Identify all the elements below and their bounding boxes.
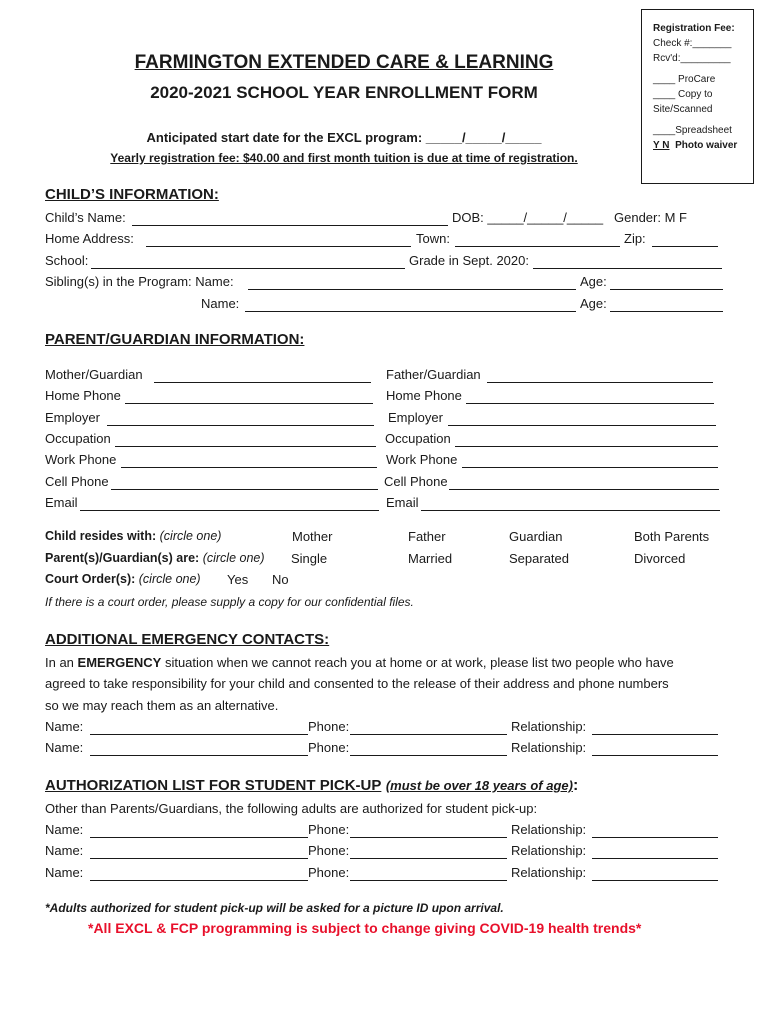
- emergency-phone-label-1: Phone:: [308, 719, 350, 734]
- pickup-relationship-field-2[interactable]: [592, 858, 718, 859]
- pickup-name-field-1[interactable]: [90, 837, 308, 838]
- emergency-instructions-line1: [45, 655, 674, 670]
- status-circle-note: (circle one): [202, 551, 265, 565]
- sibling-name-field-2[interactable]: [245, 311, 576, 312]
- sibling-name-label-2: Name:: [201, 296, 240, 311]
- resides-option-both[interactable]: Both Parents: [634, 529, 710, 544]
- court-option-no[interactable]: No: [272, 572, 289, 587]
- child-name-label: Child’s Name:: [45, 210, 126, 225]
- status-option-separated[interactable]: Separated: [509, 551, 569, 566]
- resides-circle-note: (circle one): [159, 529, 222, 543]
- pickup-heading: [45, 777, 578, 795]
- pickup-phone-field-3[interactable]: [350, 880, 507, 881]
- resides-option-father[interactable]: Father: [408, 529, 446, 544]
- father-home-phone-label: Home Phone: [386, 388, 462, 403]
- resides-label: Child resides with:: [45, 529, 157, 543]
- emergency-line1-start: In an: [45, 655, 78, 670]
- pickup-name-field-2[interactable]: [90, 858, 308, 859]
- sibling-name-label: Sibling(s) in the Program: Name:: [45, 274, 234, 289]
- pickup-name-field-3[interactable]: [90, 880, 308, 881]
- emergency-line1-end: situation when we cannot reach you at home or at work, please list two people who have: [161, 655, 674, 670]
- emergency-keyword: EMERGENCY: [77, 655, 162, 670]
- pickup-phone-field-2[interactable]: [350, 858, 507, 859]
- mother-employer-label: Employer: [45, 410, 100, 425]
- pickup-phone-label-3: Phone:: [308, 865, 350, 880]
- form-title: FARMINGTON EXTENDED CARE & LEARNING: [134, 52, 554, 73]
- father-home-phone-field[interactable]: [466, 403, 714, 404]
- mother-email-label: Email: [45, 495, 78, 510]
- town-field[interactable]: [455, 246, 620, 247]
- father-email-label: Email: [386, 495, 419, 510]
- resides-option-guardian[interactable]: Guardian: [509, 529, 563, 544]
- mother-cell-phone-label: Cell Phone: [45, 474, 109, 489]
- mother-field[interactable]: [154, 382, 371, 383]
- father-occupation-field[interactable]: [455, 446, 718, 447]
- mother-occupation-label: Occupation: [45, 431, 111, 446]
- father-work-phone-label: Work Phone: [386, 452, 458, 467]
- pickup-phone-label-2: Phone:: [308, 843, 350, 858]
- father-employer-field[interactable]: [448, 425, 716, 426]
- emergency-phone-field-1[interactable]: [350, 734, 507, 735]
- emergency-instructions-line3: so we may reach them as an alternative.: [45, 698, 279, 713]
- mother-home-phone-label: Home Phone: [45, 388, 121, 403]
- mother-work-phone-field[interactable]: [121, 467, 377, 468]
- sibling-name-field-1[interactable]: [248, 289, 576, 290]
- father-cell-phone-field[interactable]: [449, 489, 719, 490]
- pickup-relationship-label-2: Relationship:: [511, 843, 587, 858]
- pickup-relationship-field-3[interactable]: [592, 880, 718, 881]
- form-subtitle: 2020-2021 SCHOOL YEAR ENROLLMENT FORM: [150, 83, 538, 102]
- check-number-field: Check #:_______: [653, 38, 732, 49]
- school-field[interactable]: [91, 268, 405, 269]
- procare-field: ____ ProCare: [653, 74, 716, 85]
- court-circle-note: (circle one): [138, 572, 201, 586]
- school-label: School:: [45, 253, 89, 268]
- emergency-name-label-2: Name:: [45, 740, 84, 755]
- sibling-age-field-1[interactable]: [610, 289, 723, 290]
- town-label: Town:: [416, 231, 450, 246]
- mother-email-field[interactable]: [80, 510, 379, 511]
- court-order-note: If there is a court order, please supply a copy for our confidential files.: [45, 595, 414, 609]
- registration-fee-label: Registration Fee:: [653, 23, 735, 34]
- court-option-yes[interactable]: Yes: [227, 572, 249, 587]
- sibling-age-field-2[interactable]: [610, 311, 723, 312]
- zip-label: Zip:: [624, 231, 646, 246]
- mother-employer-field[interactable]: [107, 425, 374, 426]
- emergency-instructions-line2: agreed to take responsibility for your child and consented to the release of their address and phone numbers: [45, 676, 669, 691]
- parent-info-heading: PARENT/GUARDIAN INFORMATION:: [45, 331, 305, 348]
- home-address-field[interactable]: [146, 246, 411, 247]
- father-employer-label: Employer: [388, 410, 443, 425]
- emergency-name-field-2[interactable]: [90, 755, 308, 756]
- father-work-phone-field[interactable]: [462, 467, 718, 468]
- office-use-box: [641, 9, 754, 184]
- copy-to-field: ____ Copy to: [653, 89, 713, 100]
- status-option-divorced[interactable]: Divorced: [634, 551, 686, 566]
- home-address-label: Home Address:: [45, 231, 134, 246]
- pickup-heading-colon: :: [572, 777, 579, 794]
- sibling-age-label-2: Age:: [580, 296, 607, 311]
- emergency-relationship-field-1[interactable]: [592, 734, 718, 735]
- pickup-relationship-label-3: Relationship:: [511, 865, 587, 880]
- mother-work-phone-label: Work Phone: [45, 452, 117, 467]
- gender-field[interactable]: Gender: M F: [614, 210, 687, 225]
- court-row-label: [45, 572, 201, 586]
- pickup-relationship-label-1: Relationship:: [511, 822, 587, 837]
- mother-occupation-field[interactable]: [115, 446, 376, 447]
- pickup-phone-field-1[interactable]: [350, 837, 507, 838]
- resides-option-mother[interactable]: Mother: [292, 529, 333, 544]
- father-label: Father/Guardian: [386, 367, 481, 382]
- covid-notice: *All EXCL & FCP programming is subject to change giving COVID-19 health trends*: [88, 920, 642, 936]
- pickup-intro: Other than Parents/Guardians, the following adults are authorized for student pick-up:: [45, 801, 538, 816]
- status-label: Parent(s)/Guardian(s) are:: [45, 551, 200, 565]
- father-field[interactable]: [487, 382, 713, 383]
- emergency-phone-field-2[interactable]: [350, 755, 507, 756]
- father-cell-phone-label: Cell Phone: [384, 474, 448, 489]
- zip-field[interactable]: [652, 246, 718, 247]
- emergency-heading: ADDITIONAL EMERGENCY CONTACTS:: [45, 631, 330, 648]
- status-row-label: [45, 551, 265, 565]
- court-label: Court Order(s):: [45, 572, 136, 586]
- child-info-heading: CHILD’S INFORMATION:: [45, 186, 219, 203]
- pickup-name-label-3: Name:: [45, 865, 84, 880]
- site-scanned-field: Site/Scanned: [653, 104, 713, 115]
- pickup-age-note: (must be over 18 years of age): [385, 778, 573, 793]
- pickup-phone-label-1: Phone:: [308, 822, 350, 837]
- emergency-name-field-1[interactable]: [90, 734, 308, 735]
- mother-label: Mother/Guardian: [45, 367, 143, 382]
- spreadsheet-field: ____Spreadsheet: [653, 125, 732, 136]
- emergency-relationship-label-2: Relationship:: [511, 740, 587, 755]
- photo-waiver-label: Photo waiver: [675, 140, 738, 151]
- received-field: Rcv'd:_________: [653, 53, 731, 64]
- emergency-name-label-1: Name:: [45, 719, 84, 734]
- pickup-heading-title: AUTHORIZATION LIST FOR STUDENT PICK-UP: [45, 777, 382, 794]
- emergency-relationship-field-2[interactable]: [592, 755, 718, 756]
- mother-cell-phone-field[interactable]: [111, 489, 378, 490]
- mother-home-phone-field[interactable]: [125, 403, 373, 404]
- picture-id-note: *Adults authorized for student pick-up will be asked for a picture ID upon arrival.: [45, 901, 504, 915]
- grade-field[interactable]: [533, 268, 722, 269]
- emergency-relationship-label-1: Relationship:: [511, 719, 587, 734]
- yes-no-options: Y N: [653, 140, 670, 151]
- father-occupation-label: Occupation: [385, 431, 451, 446]
- emergency-phone-label-2: Phone:: [308, 740, 350, 755]
- father-email-field[interactable]: [421, 510, 720, 511]
- status-option-single[interactable]: Single: [291, 551, 328, 566]
- start-date-line: Anticipated start date for the EXCL program: _____/_____/_____: [146, 130, 542, 145]
- grade-label: Grade in Sept. 2020:: [409, 253, 529, 268]
- fee-note: Yearly registration fee: $40.00 and first month tuition is due at time of registration.: [110, 151, 578, 165]
- child-name-field[interactable]: [132, 225, 448, 226]
- sibling-age-label-1: Age:: [580, 274, 607, 289]
- pickup-relationship-field-1[interactable]: [592, 837, 718, 838]
- status-option-married[interactable]: Married: [408, 551, 453, 566]
- pickup-name-label-1: Name:: [45, 822, 84, 837]
- dob-field[interactable]: DOB: _____/_____/_____: [452, 210, 604, 225]
- pickup-name-label-2: Name:: [45, 843, 84, 858]
- resides-row-label: [45, 529, 221, 543]
